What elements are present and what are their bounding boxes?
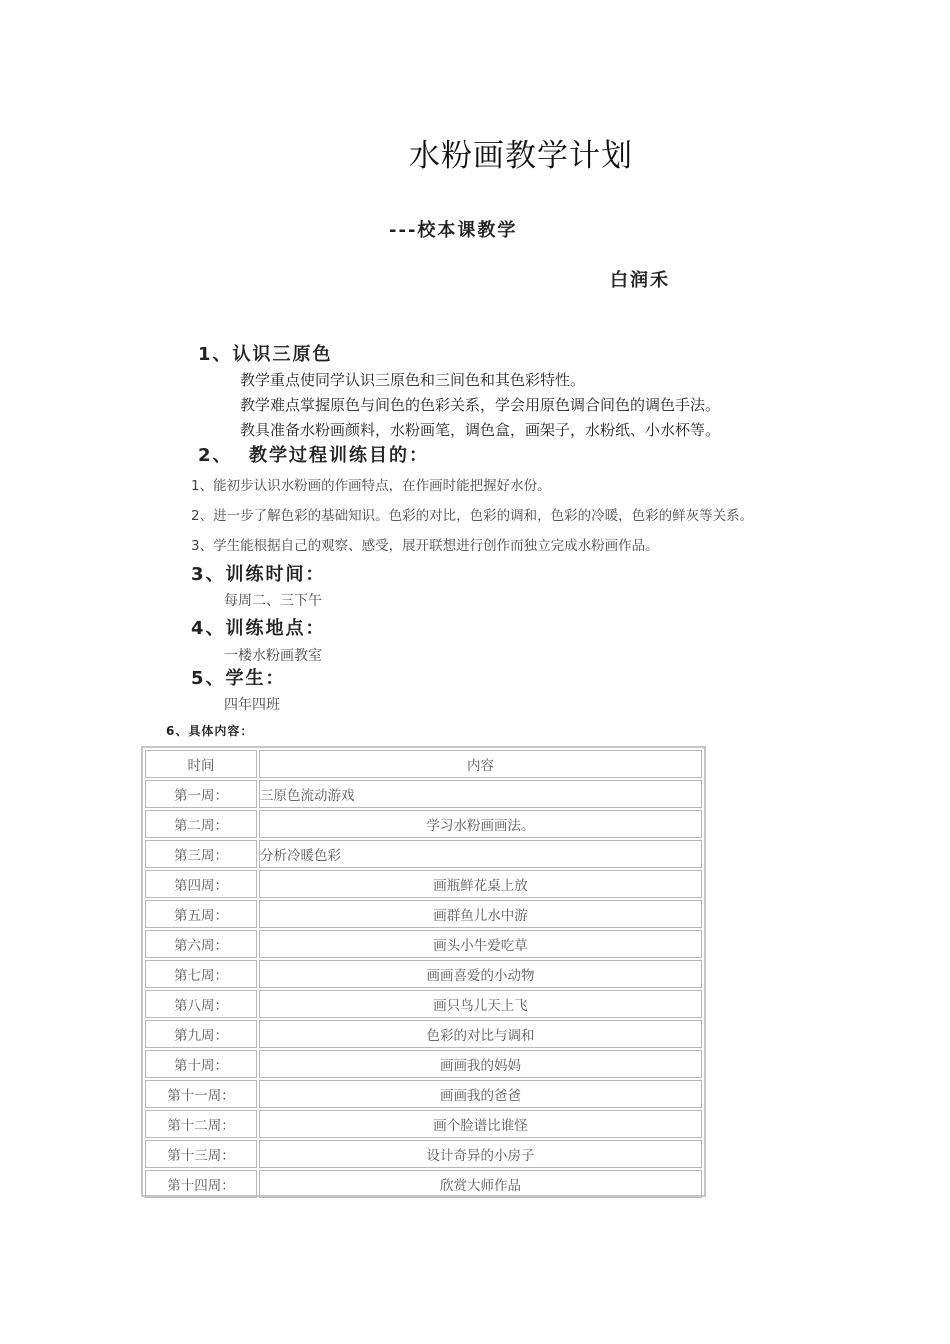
table-row [145,1140,702,1168]
week-cell: 第十周： [145,1050,257,1078]
table-row [145,1080,702,1108]
table-row [145,810,702,838]
week-cell: 第十一周： [145,1080,257,1108]
content-cell: 学习水粉画画法。 [259,810,702,838]
table-header-row [145,750,702,778]
section-2-item: 1、能初步认识水粉画的作画特点，在作画时能把握好水份。 [191,478,551,494]
table-row [145,780,702,808]
week-cell: 第六周： [145,930,257,958]
table-row [145,840,702,868]
table-row [145,960,702,988]
content-cell: 画画我的爸爸 [259,1080,702,1108]
content-cell: 设计奇异的小房子 [259,1140,702,1168]
training-time: 每周二、三下午 [224,593,322,609]
table-row [145,990,702,1018]
week-cell: 第四周： [145,870,257,898]
table-row [145,1110,702,1138]
section-1-heading: 1、认识三原色 [198,344,333,365]
week-cell: 第十四周： [145,1170,257,1198]
content-cell: 欣赏大师作品 [259,1170,702,1198]
content-cell: 画个脸谱比谁怪 [259,1110,702,1138]
content-cell: 画画喜爱的小动物 [259,960,702,988]
header-time: 时间 [145,750,257,778]
week-cell: 第八周： [145,990,257,1018]
header-content: 内容 [259,750,702,778]
week-cell: 第五周： [145,900,257,928]
content-cell: 色彩的对比与调和 [259,1020,702,1048]
section-1-line: 教学难点掌握原色与间色的色彩关系，学会用原色调合间色的调色手法。 [240,396,721,414]
students: 四年四班 [224,697,280,713]
table-row [145,900,702,928]
table-row [145,1020,702,1048]
training-location: 一楼水粉画教室 [224,648,322,664]
section-2-heading: 2、 教学过程训练目的： [198,445,430,466]
content-cell: 画画我的妈妈 [259,1050,702,1078]
section-3-heading: 3、训练时间： [191,564,326,585]
table-row [145,1170,702,1198]
week-cell: 第三周： [145,840,257,868]
content-cell: 画群鱼儿水中游 [259,900,702,928]
subtitle: ---校本课教学 [389,220,518,241]
content-cell: 画只鸟儿天上飞 [259,990,702,1018]
content-cell: 画瓶鲜花桌上放 [259,870,702,898]
week-cell: 第一周： [145,780,257,808]
section-2-item: 2、进一步了解色彩的基础知识。色彩的对比，色彩的调和，色彩的冷暖，色彩的鲜灰等关系。 [191,508,754,524]
week-cell: 第九周： [145,1020,257,1048]
section-1-line: 教学重点使同学认识三原色和三间色和其色彩特性。 [240,371,586,389]
author-name: 白润禾 [610,270,670,291]
section-2-item: 3、学生能根据自己的观察、感受，展开联想进行创作而独立完成水粉画作品。 [191,538,659,554]
table-row [145,1050,702,1078]
section-5-heading: 5、学生： [191,668,286,689]
content-cell: 画头小牛爱吃草 [259,930,702,958]
section-4-heading: 4、训练地点： [191,618,326,639]
content-cell: 分析冷暖色彩 [259,840,702,868]
week-cell: 第十三周： [145,1140,257,1168]
page-title: 水粉画教学计划 [409,138,633,174]
schedule-table [141,746,706,1197]
section-6-heading: 6、具体内容： [166,724,254,738]
table-row [145,930,702,958]
week-cell: 第七周： [145,960,257,988]
section-1-line: 教具准备水粉画颜料，水粉画笔，调色盒，画架子，水粉纸、小水杯等。 [240,421,721,439]
week-cell: 第二周： [145,810,257,838]
week-cell: 第十二周： [145,1110,257,1138]
content-cell: 三原色流动游戏 [259,780,702,808]
table-row [145,870,702,898]
